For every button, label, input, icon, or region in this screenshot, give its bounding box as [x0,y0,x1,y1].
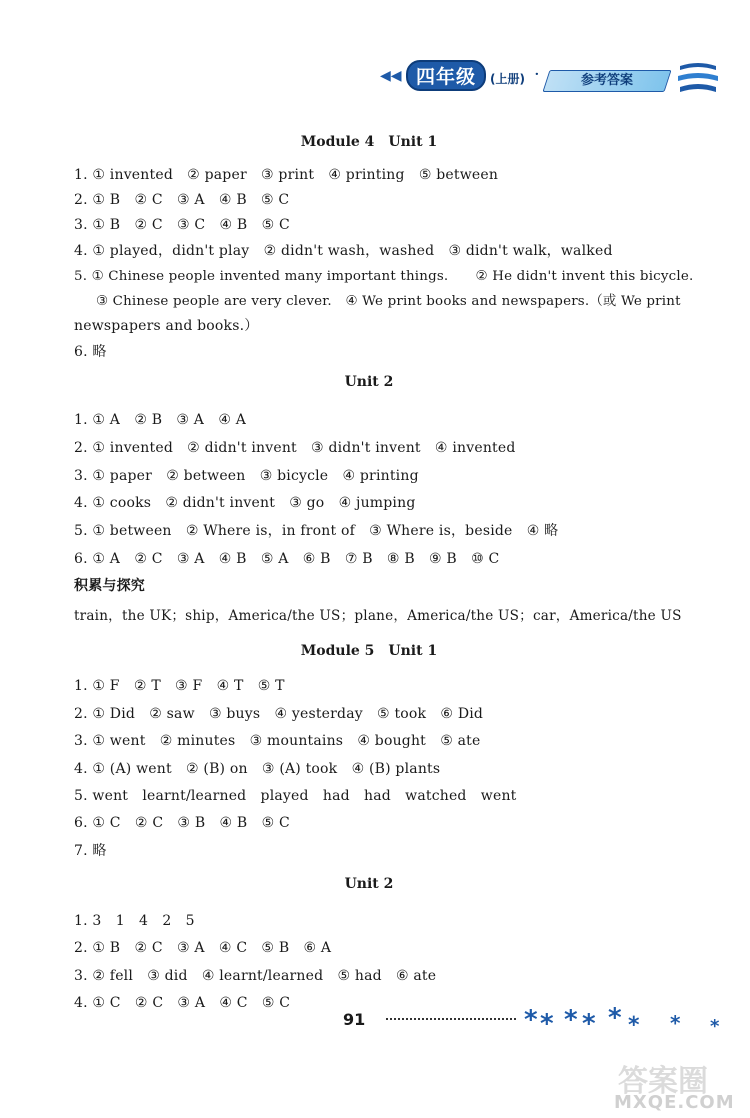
separator-dot: · [534,64,540,85]
page-header [380,58,720,106]
answer-line: 2. ① Did ② saw ③ buys ④ yesterday ⑤ took ⑥ Did [74,706,484,722]
svg-text:*: * [524,1005,538,1035]
section-banner [542,70,671,92]
answer-line: 1. ① A ② B ③ A ④ A [74,412,247,428]
answer-line: 3. ① went ② minutes ③ mountains ④ bought ⑤ ate [74,733,481,749]
page-number: 91 [343,1010,366,1029]
watermark-logo: 答案圈 [618,1064,708,1099]
answer-line: 6. 略 [74,344,107,360]
answer-line: 6. ① C ② C ③ B ④ B ⑤ C [74,815,290,831]
svg-text:*: * [608,1003,622,1033]
answer-line: 3. ① paper ② between ③ bicycle ④ printing [74,468,419,484]
double-arrow-icon: ◀◀ [380,68,402,84]
module4-unit2-heading: Unit 2 [344,374,394,390]
module4-heading: Module 4 Unit 1 [300,134,438,150]
answer-line: ③ Chinese people are very clever. ④ We print books and newspapers.（或 We print [96,294,681,309]
svg-text:*: * [710,1016,720,1036]
svg-text:*: * [540,1009,554,1036]
decorative-stars-icon [522,1002,732,1036]
svg-text:*: * [564,1005,578,1035]
term-label: (上册) [490,72,525,86]
answer-line: 5. ① Chinese people invented many important things. ② He didn't invent this bicycle. [74,269,694,284]
grade-badge: 四年级 [406,60,486,91]
answer-line: 4. ① (A) went ② (B) on ③ (A) took ④ (B) plants [74,761,441,777]
explore-heading: 积累与探究 [74,578,145,594]
answer-line: 1. ① F ② T ③ F ④ T ⑤ T [74,678,285,694]
section-title: 参考答案 [580,73,633,88]
answer-line: 2. ① B ② C ③ A ④ C ⑤ B ⑥ A [74,940,332,956]
answer-line: 2. ① invented ② didn't invent ③ didn't invent ④ invented [74,440,516,456]
answer-line: 5. ① between ② Where is，in front of ③ Where is，beside ④ 略 [74,523,559,539]
svg-text:*: * [628,1013,640,1036]
svg-text:*: * [670,1011,681,1035]
answer-line: 3. ① B ② C ③ C ④ B ⑤ C [74,217,290,233]
explore-answer: train，the UK；ship，America/the US；plane，America/the US；car，America/the US [74,608,682,624]
answer-line: 2. ① B ② C ③ A ④ B ⑤ C [74,192,290,208]
book-stack-icon [676,60,720,98]
answer-line: 6. ① A ② C ③ A ④ B ⑤ A ⑥ B ⑦ B ⑧ B ⑨ B ⑩ C [74,551,500,567]
answer-line: 4. ① C ② C ③ A ④ C ⑤ C [74,995,291,1011]
svg-text:*: * [582,1009,596,1036]
module5-heading: Module 5 Unit 1 [300,643,438,659]
answer-line: 7. 略 [74,843,107,859]
answer-line: 3. ② fell ③ did ④ learnt/learned ⑤ had ⑥ ate [74,968,437,984]
watermark [614,1056,744,1114]
watermark-site: MXQE.COM [614,1092,735,1113]
footer-dotted-rule [386,1018,516,1020]
answer-line: 4. ① cooks ② didn't invent ③ go ④ jumping [74,495,416,511]
answer-line: 4. ① played，didn't play ② didn't wash，washed ③ didn't walk，walked [74,243,613,259]
answer-line: 1. 3 1 4 2 5 [74,913,195,929]
answer-line: newspapers and books.） [74,318,259,334]
answer-line: 5. went learnt/learned played had had watched went [74,788,517,804]
module5-unit2-heading: Unit 2 [344,876,394,892]
answer-line: 1. ① invented ② paper ③ print ④ printing ⑤ between [74,167,499,183]
